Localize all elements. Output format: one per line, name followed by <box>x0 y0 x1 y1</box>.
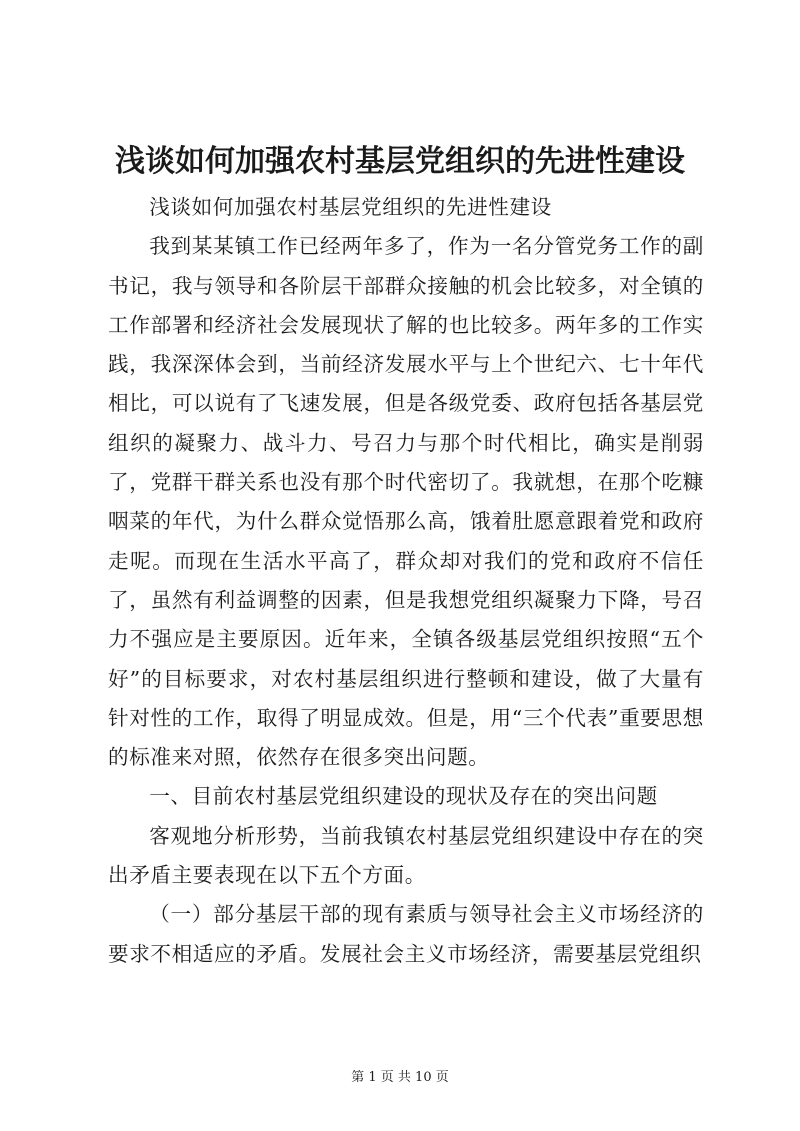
page-number-footer: 第 1 页 共 10 页 <box>351 1070 449 1085</box>
subtitle-paragraph: 浅谈如何加强农村基层党组织的先进性建设 <box>149 195 552 219</box>
section-heading: 一、目前农村基层党组织建设的现状及存在的突出问题 <box>149 784 658 809</box>
document-title: 浅谈如何加强农村基层党组织的先进性建设 <box>115 144 685 179</box>
document-body <box>108 188 704 974</box>
intro-paragraph: 我到某某镇工作已经两年多了，作为一名分管党务工作的副书记，我与领导和各阶层干部群众接触的机会比较多，对全镇的工作部署和经济社会发展现状了解的也比较多。两年多的工作实践，我深深体会到，当前经济发展水平与上个世纪六、七十年代相比，可以说有了飞速发展，但是各级党委、政府包括各基层党组织的凝聚力、战斗力、号召力与那个时代相比，确实是削弱了，党群干群关系也没有那个时代密切了。我就想，在那个吃糠咽菜的年代，为什么群众觉悟那么高，饿着肚愿意跟着党和政府走呢。而现在生活水平高了，群众却对我们的党和政府不信任了，虽然有利益调整的因素，但是我想党组织凝聚力下降，号召力不强应是主要原因。近年来，全镇各级基层党组织按照“五个好”的目标要求，对农村基层组织进行整顿和建设，做了大量有针对性的工作，取得了明显成效。但是，用“三个代表”重要思想的标准来对照，依然存在很多突出问题。 <box>108 234 704 770</box>
point-one-paragraph: （一）部分基层干部的现有素质与领导社会主义市场经济的要求不相适应的矛盾。发展社会主义市场经济，需要基层党组织 <box>108 902 704 966</box>
analysis-paragraph: 客观地分析形势，当前我镇农村基层党组织建设中存在的突出矛盾主要表现在以下五个方面。 <box>108 823 704 888</box>
